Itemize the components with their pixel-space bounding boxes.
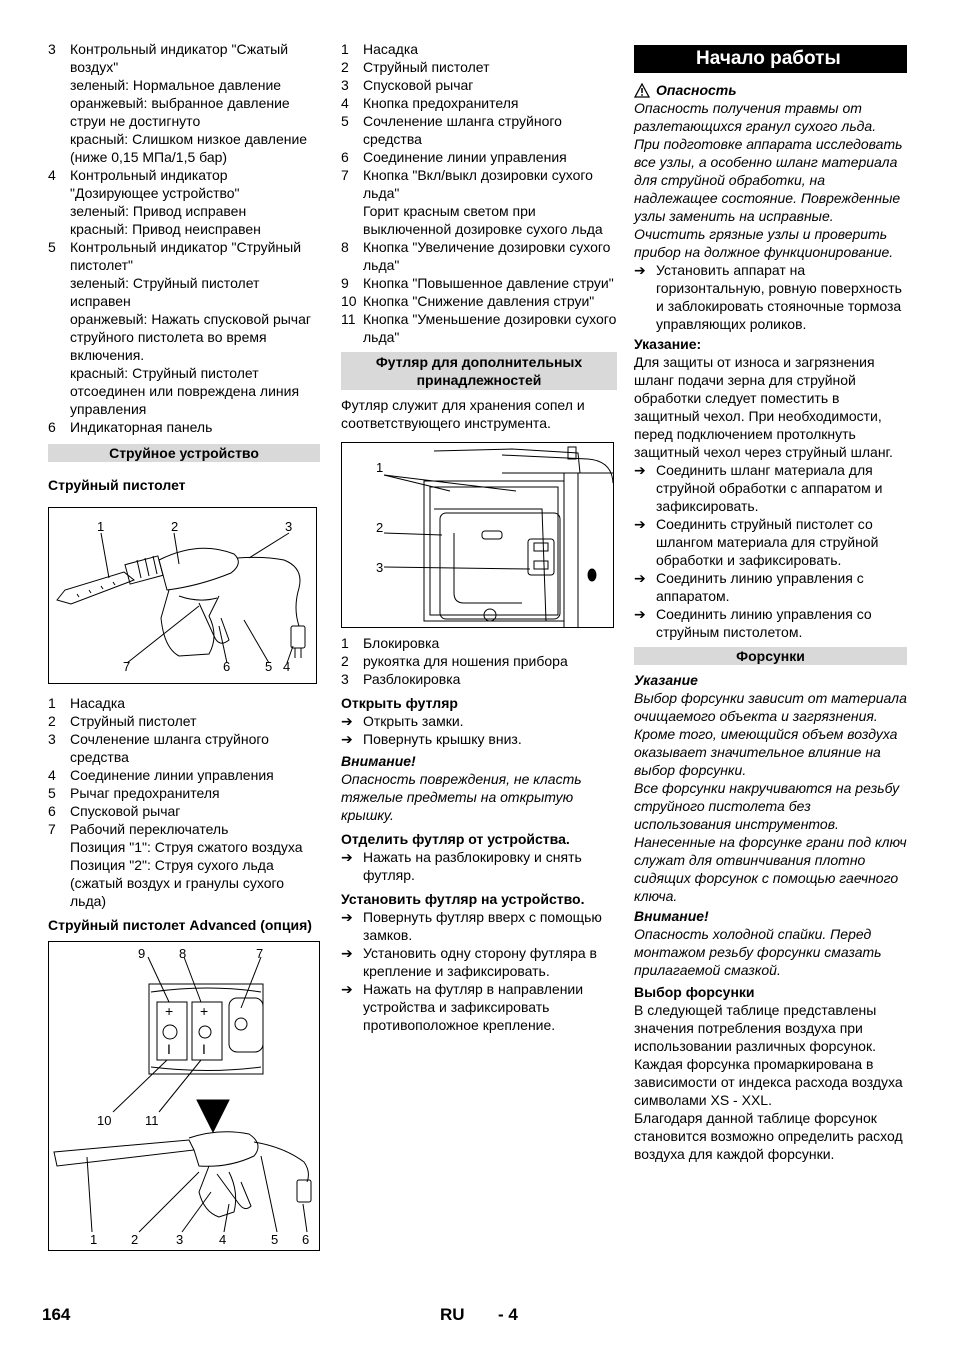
step-item [341,730,617,748]
list-item [48,820,320,838]
item-text: Контрольный индикатор "Струйный пистолет" [70,239,302,273]
indicator-state: зеленый: Привод исправен [70,203,247,219]
case-description: Футляр служит для хранения сопел и соответствующего инструмента. [341,397,585,431]
item-number: 3 [341,77,349,93]
fig-label: 8 [179,946,187,961]
warning-text: Опасность повреждения, не класть тяжелые предметы на открытую крышку. [341,771,582,823]
step-item [634,569,907,605]
item-number: 11 [341,311,356,327]
list-item [341,112,617,148]
item-number: 9 [341,275,349,291]
svg-text:+: + [200,1003,209,1019]
item-text: Кнопка "Повышенное давление струи" [363,275,614,291]
list-item [341,274,617,292]
step-text: Соединить струйный пистолет со шлангом материала для струйной обработки и зафиксировать. [656,516,879,568]
list-item [341,292,617,310]
item-number: 6 [48,803,56,819]
nozzle-selection-text-2: Каждая форсунка промаркирована в зависимости от индекса расхода воздуха символами XS - XXL. [634,1056,903,1108]
item-number: 1 [341,635,349,651]
list-item [48,730,320,766]
list-item [341,166,617,202]
fig-label: 2 [171,519,179,534]
warning-triangle-icon [634,83,650,98]
section-band-blasting-device: Струйное устройство [48,444,320,462]
step-text: Соединить линию управления с аппаратом. [656,570,864,604]
item-text: Рычаг предохранителя [70,785,220,801]
item-number: 3 [341,671,349,687]
language-code: RU [440,1305,465,1324]
accessory-case-figure [341,442,614,628]
fig-label: 9 [138,946,146,961]
switch-position-2: Позиция "2": Струя сухого льда (сжатый воздух и гранулы сухого льда) [70,857,285,909]
item-number: 3 [48,731,56,747]
item-number: 5 [341,113,349,129]
step-text: Нажать на разблокировку и снять футляр. [363,849,582,883]
list-item [341,310,617,346]
item-number [341,202,363,238]
nozzle-warning-title: Внимание! [634,908,709,924]
item-number: 10 [341,293,357,309]
item-number: 1 [48,695,56,711]
arrow-icon: ➔ [341,909,353,925]
list-item [48,712,320,730]
list-item [48,694,320,712]
item-number: 4 [341,95,349,111]
step-text: Открыть замки. [363,713,464,729]
step-item [634,461,907,515]
fig-label: 3 [376,560,384,575]
fig-label: 3 [285,519,293,534]
item-number: 8 [341,239,349,255]
list-item [48,784,320,802]
danger-text: Опасность получения травмы от разлетающихся гранул сухого льда. [634,100,877,134]
fig-label: 6 [302,1232,310,1247]
item-text: Кнопка "Уменьшение дозировки сухого льда" [363,311,617,345]
svg-text:+: + [165,1003,174,1019]
item-text: Насадка [70,695,126,711]
step-text: Нажать на футляр в направлении устройства и зафиксировать противоположное крепление. [363,981,584,1033]
step-item [341,848,617,884]
fig-label: 4 [283,659,291,674]
fig-label: 4 [219,1232,227,1247]
nozzle-selection-heading: Выбор форсунки [634,984,755,1000]
item-text: Соединение линии управления [363,149,567,165]
item-text: Сочленение шланга струйного средства [70,731,269,765]
list-item [341,652,617,670]
section-band-accessory-case: Футляр для дополнительных принадлежностей [341,352,617,390]
step-item [634,605,907,641]
fig-label: 6 [223,659,231,674]
nozzle-selection-text: В следующей таблице представлены значения потребления воздуха при использовании различных форсунок. [634,1002,877,1054]
arrow-icon: ➔ [341,945,353,961]
indicator-item [48,40,320,76]
step-item [341,712,617,730]
column-middle [341,40,617,1034]
indicator-state: красный: Слишком низкое давление (ниже 0,15 МПа/1,5 бар) [70,131,308,165]
column-left [48,40,320,1251]
item-number: 2 [341,59,349,75]
item-text: Горит красным светом при выключенной дозировке сухого льда [363,203,603,237]
danger-text-2: При подготовке аппарата исследовать все узлы, а особенно шланг материала для струйной обработки, на надлежащее состояние. Поврежденные узлы заменить на исправные. Очистить грязные узлы и проверить прибор на должное функционирование. [634,136,903,260]
svg-text:I: I [202,1041,206,1057]
list-item [341,202,617,238]
arrow-icon: ➔ [341,713,353,729]
nozzle-selection-text-3: Благодаря данной таблице форсунок становится возможно определить расход воздуха для каждой форсунки. [634,1110,903,1162]
step-text: Повернуть футляр вверх с помощью замков. [363,909,602,943]
item-text: Спусковой рычаг [363,77,474,93]
indicator-item [48,418,320,436]
case-parts-list [341,634,617,688]
arrow-icon: ➔ [341,849,353,865]
item-text: Кнопка предохранителя [363,95,519,111]
warning-title: Внимание! [341,753,416,769]
svg-text:I: I [167,1041,171,1057]
fig-label: 1 [90,1232,98,1247]
fig-label: 3 [176,1232,184,1247]
indicator-state: красный: Привод неисправен [70,221,261,237]
list-item [341,670,617,688]
item-number: 7 [48,821,56,837]
fig-label: 10 [97,1113,112,1128]
column-right [634,45,907,1163]
detach-case-steps [341,848,617,884]
step-item [341,980,617,1034]
step-item [341,944,617,980]
fig-label: 7 [256,946,264,961]
list-item [341,238,617,274]
indicator-state: оранжевый: Нажать спусковой рычаг струйного пистолета во время включения. [70,311,311,363]
danger-block-title [634,81,907,99]
fig-label: 1 [376,460,384,475]
attach-case-steps [341,908,617,1034]
item-number: 4 [48,167,56,183]
list-item [341,76,617,94]
item-number: 1 [341,41,349,57]
item-number: 4 [48,767,56,783]
advanced-gun-figure [48,941,320,1251]
item-number: 6 [48,419,56,435]
fig-label: 1 [97,519,105,534]
nozzle-note: Выбор форсунки зависит от материала очищаемого объекта и загрязнения. Кроме того, имеющийся объем воздуха оказывает значительное влияние на выбор форсунки. [634,690,907,778]
item-text: Контрольный индикатор "Дозирующее устройство" [70,167,240,201]
page-number: 164 [42,1305,71,1324]
section-header-start: Начало работы [634,45,907,73]
step-text: Соединить шланг материала для струйной обработки с аппаратом и зафиксировать. [656,462,883,514]
list-item [341,634,617,652]
indicator-state: оранжевый: выбранное давление струи не достигнуто [70,95,290,129]
arrow-icon: ➔ [634,516,646,532]
item-number: 2 [48,713,56,729]
list-item [341,58,617,76]
item-text: Кнопка "Увеличение дозировки сухого льда" [363,239,611,273]
nozzle-note-2: Все форсунки накручиваются на резьбу струйного пистолета без использования инструментов. Нанесенные на форсунке грани под ключ служат для отвинчивания плотно сидящих форсунок с помощью гаечного ключа. [634,780,907,904]
item-text: Струйный пистолет [70,713,197,729]
step-text: Повернуть крышку вниз. [363,731,522,747]
indicator-item [48,238,320,274]
indicator-state: красный: Струйный пистолет отсоединен или повреждена линия управления [70,365,300,417]
gun-heading: Струйный пистолет [48,477,186,493]
item-text: Сочленение шланга струйного средства [363,113,562,147]
item-text: Кнопка "Вкл/выкл дозировки сухого льда" [363,167,593,201]
page-footer [40,1306,920,1330]
arrow-icon: ➔ [634,262,646,278]
advanced-gun-parts-list [341,40,617,346]
list-item [48,766,320,784]
item-text: рукоятка для ношения прибора [363,653,568,669]
item-number: 2 [341,653,349,669]
item-text: Индикаторная панель [70,419,213,435]
attach-case-heading: Установить футляр на устройство. [341,891,585,907]
list-item [341,40,617,58]
item-text: Блокировка [363,635,440,651]
arrow-icon: ➔ [341,731,353,747]
item-text: Насадка [363,41,419,57]
step-text: Соединить линию управления со струйным пистолетом. [656,606,872,640]
arrow-icon: ➔ [634,570,646,586]
note-title: Указание: [634,336,702,352]
item-number: 5 [48,239,56,255]
blasting-gun-figure [48,507,317,684]
step-item: ➔ Установить аппарат на горизонтальную, ровную поверхность и заблокировать стояночные тормоза управляющих роликов. [634,262,902,332]
section-band-nozzles: Форсунки [634,647,907,665]
fig-label: 5 [265,659,273,674]
arrow-icon: ➔ [341,981,353,997]
list-item [341,94,617,112]
indicator-state: зеленый: Нормальное давление [70,77,282,93]
item-text: Струйный пистолет [363,59,490,75]
item-text: Кнопка "Снижение давления струи" [363,293,595,309]
step-item [341,908,617,944]
fig-label: 2 [376,520,384,535]
open-case-steps [341,712,617,748]
item-text: Соединение линии управления [70,767,274,783]
note-text: Для защиты от износа и загрязнения шланг подачи зерна для струйной обработки следует поместить в защитный чехол. При необходимости, перед подключением протолкнуть защитный чехол через струйный шланг. [634,354,893,460]
list-item [341,148,617,166]
advanced-gun-heading: Струйный пистолет Advanced (опция) [48,917,312,933]
switch-position-1: Позиция "1": Струя сжатого воздуха [70,839,303,855]
item-text: Контрольный индикатор "Сжатый воздух" [70,41,289,75]
advanced-gun-drawing [49,942,319,1250]
indicator-item [48,166,320,202]
open-case-heading: Открыть футляр [341,695,458,711]
fig-label: 7 [123,659,131,674]
item-number: 6 [341,149,349,165]
nozzle-note-title: Указание [634,672,698,688]
fig-label: 5 [271,1232,279,1247]
item-number: 5 [48,785,56,801]
item-text: Спусковой рычаг [70,803,181,819]
item-text: Разблокировка [363,671,461,687]
arrow-icon: ➔ [634,462,646,478]
item-text: Рабочий переключатель [70,821,229,837]
indicator-state: зеленый: Струйный пистолет исправен [70,275,260,309]
danger-title: Опасность [656,82,737,98]
item-number: 7 [341,167,349,183]
connection-steps [634,461,907,641]
fig-label: 11 [145,1113,159,1128]
step-item [634,515,907,569]
detach-case-heading: Отделить футляр от устройства. [341,831,570,847]
nozzle-warning-text: Опасность холодной спайки. Перед монтажом резьбу форсунки смазать прилагаемой смазкой. [634,926,882,978]
arrow-icon: ➔ [634,606,646,622]
fig-label: 2 [131,1232,139,1247]
list-item [48,802,320,820]
blasting-gun-drawing [49,508,316,683]
step-text: Установить одну сторону футляра в крепление и зафиксировать. [363,945,597,979]
item-number: 3 [48,41,56,57]
section-page-number: - 4 [498,1305,518,1324]
indicator-list [48,40,320,436]
gun-parts-list [48,694,320,838]
